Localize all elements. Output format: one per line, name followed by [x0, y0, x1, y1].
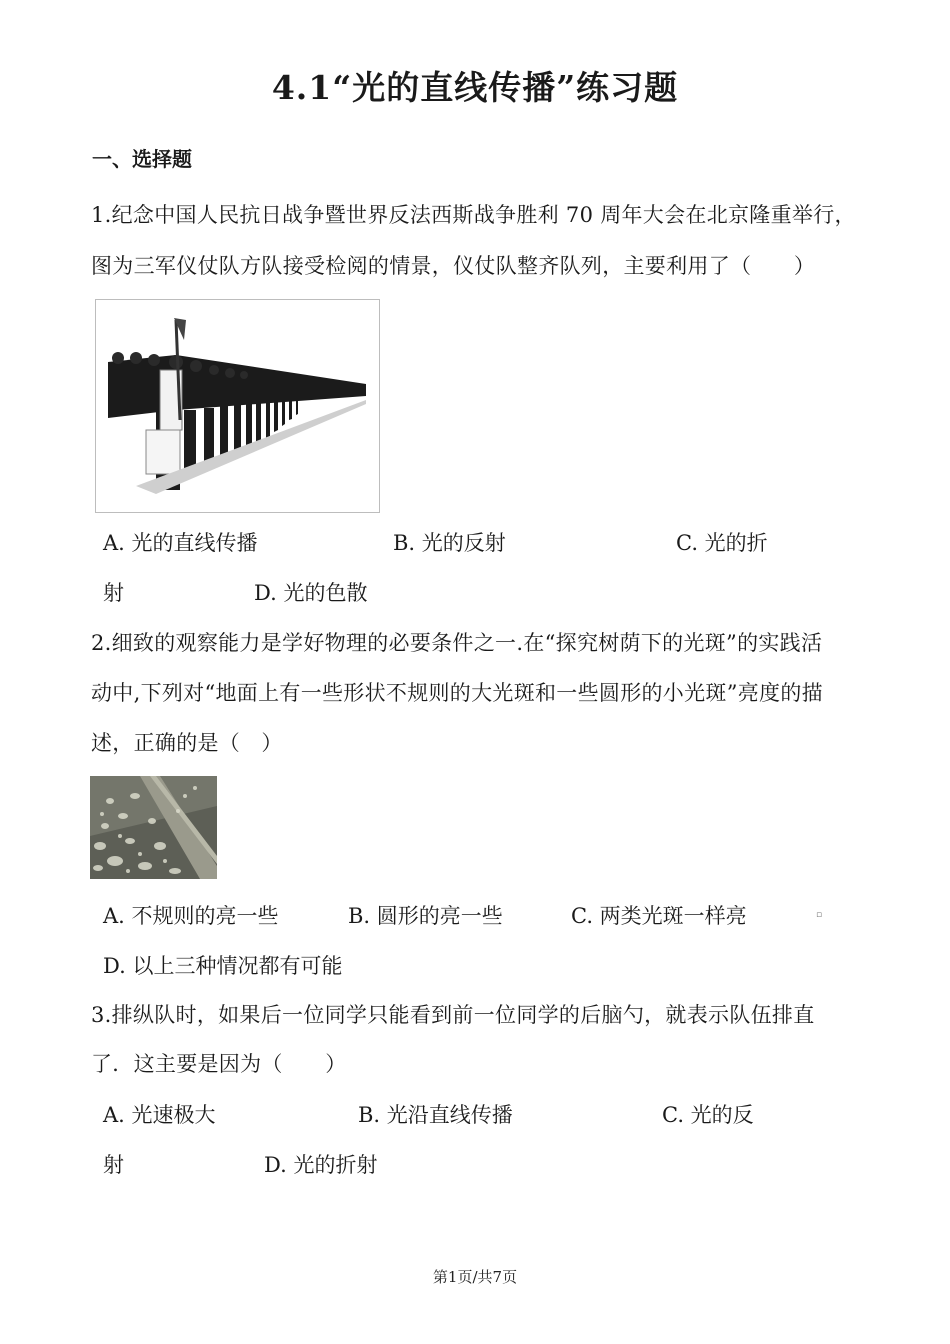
q2-option-c[interactable]: C. 两类光斑一样亮 — [571, 904, 747, 928]
page-title: 4.1“光的直线传播”练习题 — [271, 68, 679, 107]
q3-option-d[interactable]: D. 光的折射 — [264, 1153, 378, 1177]
q1-option-d[interactable]: D. 光的色散 — [254, 581, 368, 605]
question-2-line-3: 述，正确的是（ ） — [91, 731, 283, 755]
page-number-footer: 第1页/共7页 — [432, 1268, 518, 1286]
q3-option-b[interactable]: B. 光沿直线传播 — [358, 1103, 513, 1127]
question-2-line-2: 动中,下列对“地面上有一些形状不规则的大光斑和一些圆形的小光斑”亮度的描 — [91, 681, 823, 705]
tree-shade-light-spots-photo — [90, 776, 217, 879]
q1-option-c[interactable]: C. 光的折 — [676, 531, 768, 555]
section-heading: 一、选择题 — [92, 147, 192, 171]
honor-guard-photo — [95, 299, 380, 513]
q2-option-a[interactable]: A. 不规则的亮一些 — [103, 904, 279, 928]
question-3-line-1: 3.排纵队时，如果后一位同学只能看到前一位同学的后脑勺，就表示队伍排直 — [91, 1003, 815, 1027]
honor-guard-illustration — [96, 300, 379, 512]
question-3-line-2: 了．这主要是因为（ ） — [91, 1052, 347, 1076]
q3-option-a[interactable]: A. 光速极大 — [103, 1103, 216, 1127]
question-1-line-1: 1.纪念中国人民抗日战争暨世界反法西斯战争胜利 70 周年大会在北京隆重举行， — [91, 203, 856, 227]
scan-artifact-mark: ▫ — [816, 910, 823, 920]
q3-option-c[interactable]: C. 光的反 — [662, 1103, 754, 1127]
q1-option-a[interactable]: A. 光的直线传播 — [103, 531, 258, 555]
q2-option-d[interactable]: D. 以上三种情况都有可能 — [103, 954, 343, 978]
question-2-line-1: 2.细致的观察能力是学好物理的必要条件之一.在“探究树荫下的光斑”的实践活 — [91, 631, 823, 655]
q1-option-b[interactable]: B. 光的反射 — [393, 531, 506, 555]
question-1-line-2: 图为三军仪仗队方队接受检阅的情景，仪仗队整齐队列，主要利用了（ ） — [91, 254, 816, 278]
q2-option-b[interactable]: B. 圆形的亮一些 — [348, 904, 503, 928]
q3-option-c-continued: 射 — [103, 1153, 124, 1177]
q1-option-c-continued: 射 — [103, 581, 124, 605]
light-spots-illustration — [90, 776, 217, 879]
